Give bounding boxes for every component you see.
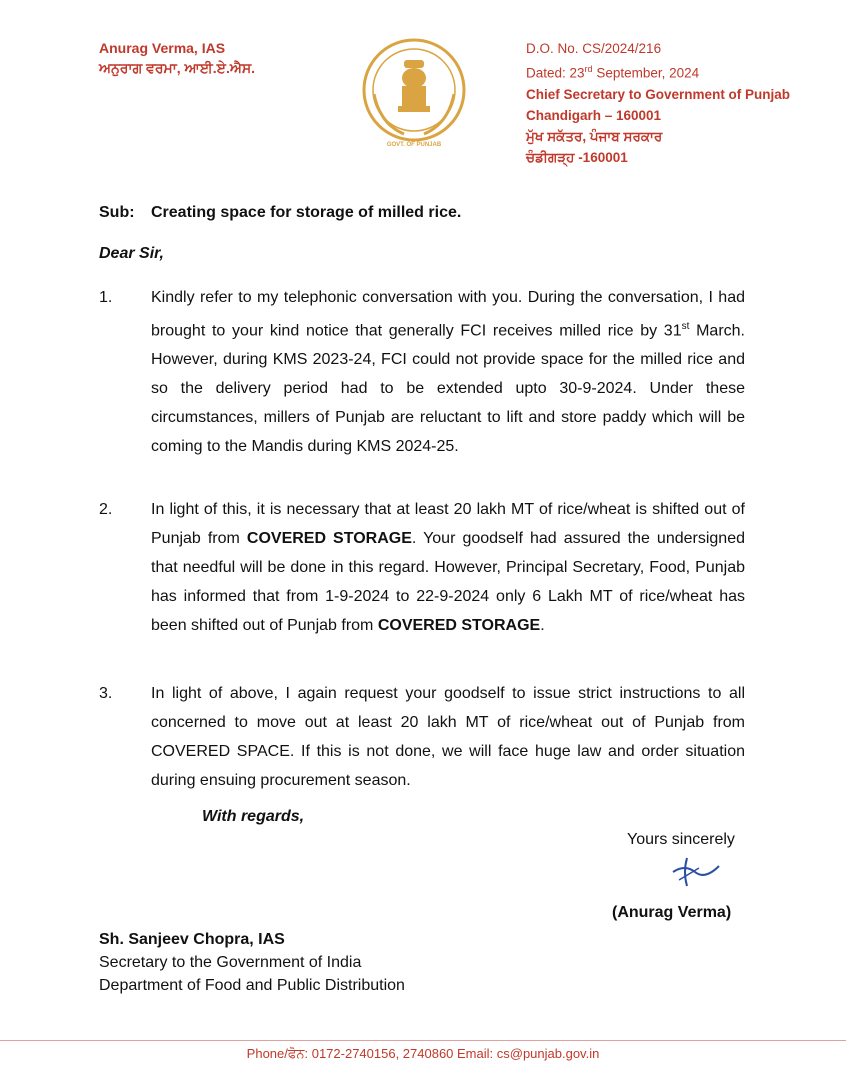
salutation: Dear Sir,	[99, 245, 164, 262]
paragraph-3	[99, 679, 745, 795]
sender-designation-punjabi: ਮੁੱਖ ਸਕੱਤਰ, ਪੰਜਾਬ ਸਰਕਾਰ	[526, 128, 663, 144]
paragraph-number: 3.	[99, 685, 113, 702]
sender-block	[99, 38, 255, 78]
addressee-name: Sh. Sanjeev Chopra, IAS	[99, 931, 285, 948]
subject-line	[99, 204, 461, 222]
footer-contact: Phone/ਫੋਨ: 0172-2740156, 2740860 Email: cs@punjab.gov.in	[246, 1046, 600, 1061]
sender-city-punjabi: ਚੰਡੀਗੜ੍ਹ -160001	[526, 149, 628, 165]
subject-text: Creating space for storage of milled rice.	[151, 204, 462, 221]
reference-block	[526, 38, 790, 168]
addressee-line1: Secretary to the Government of India	[99, 954, 362, 971]
paragraph-number: 2.	[99, 501, 113, 518]
do-number: D.O. No. CS/2024/216	[526, 41, 662, 56]
paragraph-2	[99, 495, 745, 640]
addressee-line2: Department of Food and Public Distribution	[99, 977, 405, 994]
footer-divider	[0, 1040, 846, 1041]
closing-regards: With regards,	[202, 808, 305, 825]
addressee-block	[99, 928, 405, 997]
sender-city: Chandigarh – 160001	[526, 107, 662, 123]
paragraph-text: In light of above, I again request your goodself to issue strict instructions to all concerned to move out at least 20 lakh MT of rice/wheat out of Punjab from COVERED SPACE. If this is not done, we will face huge law and order situation during ensuing procurement season.	[151, 685, 745, 789]
punjab-govt-emblem	[360, 34, 468, 152]
paragraph-number: 1.	[99, 289, 113, 306]
letter-date: Dated: 23rd September, 2024	[526, 64, 700, 81]
svg-text:GOVT. OF PUNJAB: GOVT. OF PUNJAB	[386, 142, 442, 148]
paragraph-text: Kindly refer to my telephonic conversation with you. During the conversation, I had brought to your kind notice that generally FCI receives milled rice by 31st March. However, during KMS 2023-24, FCI could not provide space for the milled rice and so the delivery period had to be extended upto 30-9-2024. Under these circumstances, millers of Punjab are reluctant to lift and store paddy which will be coming to the Mandis during KMS 2024-25.	[151, 289, 746, 456]
sender-designation: Chief Secretary to Government of Punjab	[526, 86, 791, 102]
sender-name: Anurag Verma, IAS	[99, 40, 226, 56]
subject-label: Sub:	[99, 204, 135, 221]
signatory-name: (Anurag Verma)	[612, 904, 732, 921]
signature	[665, 854, 725, 890]
sender-name-punjabi: ਅਨੁਰਾਗ ਵਰਮਾ, ਆਈ.ਏ.ਐਸ.	[99, 60, 256, 76]
paragraph-1	[99, 283, 745, 461]
closing-yours: Yours sincerely	[627, 831, 735, 848]
paragraph-text: In light of this, it is necessary that at least 20 lakh MT of rice/wheat is shifted out of Punjab from COVERED STORAGE. Your goodself had assured the undersigned that needful will be done in this regard. However, Principal Secretary, Food, Punjab has informed that from 1-9-2024 to 22-9-2024 only 6 Lakh MT of rice/wheat has been shifted out of Punjab from COVERED STORAGE.	[151, 501, 746, 634]
